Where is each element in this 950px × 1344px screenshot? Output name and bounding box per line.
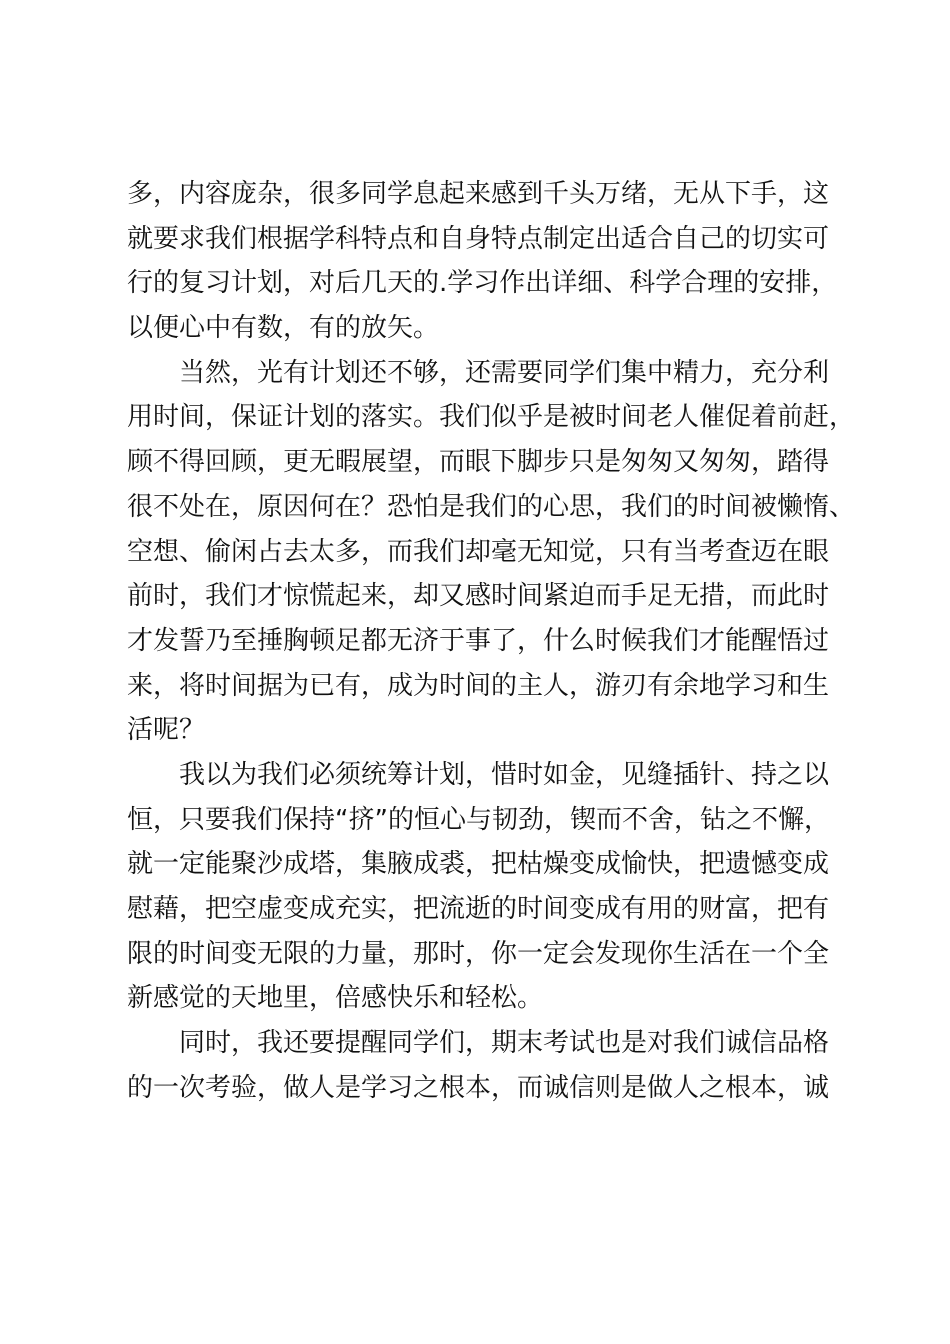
- text-line: 用时间，保证计划的落实。我们似乎是被时间老人催促着前赶，: [127, 402, 856, 433]
- text-line: 就一定能聚沙成塔，集腋成裘，把枯燥变成愉快，把遗憾变成: [127, 849, 830, 880]
- text-line: 多，内容庞杂，很多同学息起来感到千头万绪，无从下手，这: [127, 179, 830, 209]
- body-text: [127, 172, 867, 1110]
- text-line: 行的复习计划，对后几天的.学习作出详细、科学合理的安排，: [127, 268, 838, 299]
- text-line: 空想、偷闲占去太多，而我们却毫无知觉，只有当考查迈在眼: [127, 536, 830, 567]
- text-line: 以便心中有数，有的放矢。: [127, 313, 440, 344]
- text-line: 前时，我们才惊慌起来，却又感时间紧迫而手足无措，而此时: [127, 581, 830, 612]
- text-line: 限的时间变无限的力量，那时，你一定会发现你生活在一个全: [127, 938, 830, 969]
- text-line: 新感觉的天地里，倍感快乐和轻松。: [127, 983, 544, 1014]
- text-line: 恒，只要我们保持“挤”的恒心与韧劲，锲而不舍，钻之不懈，: [127, 804, 830, 835]
- text-line: 就要求我们根据学科特点和自身特点制定出适合自己的切实可: [127, 223, 830, 254]
- text-line: 同时，我还要提醒同学们，期末考试也是对我们诚信品格: [179, 1028, 830, 1059]
- text-line: 我以为我们必须统筹计划，惜时如金，见缝插针、持之以: [179, 759, 830, 790]
- text-line: 来，将时间据为已有，成为时间的主人，游刃有余地学习和生: [127, 670, 830, 701]
- text-line: 顾不得回顾，更无暇展望，而眼下脚步只是匆匆又匆匆，踏得: [127, 447, 830, 478]
- text-line: 慰藉，把空虚变成充实，把流逝的时间变成有用的财富，把有: [127, 894, 830, 924]
- text-line: 才发誓乃至捶胸顿足都无济于事了，什么时候我们才能醒悟过: [127, 625, 830, 656]
- text-line: 的一次考验，做人是学习之根本，而诚信则是做人之根本，诚: [127, 1072, 830, 1103]
- text-line: 活呢？: [127, 715, 206, 746]
- text-line: 很不处在，原因何在？恐怕是我们的心思，我们的时间被懒惰、: [127, 491, 856, 522]
- text-line: 当然，光有计划还不够，还需要同学们集中精力，充分利: [179, 357, 830, 388]
